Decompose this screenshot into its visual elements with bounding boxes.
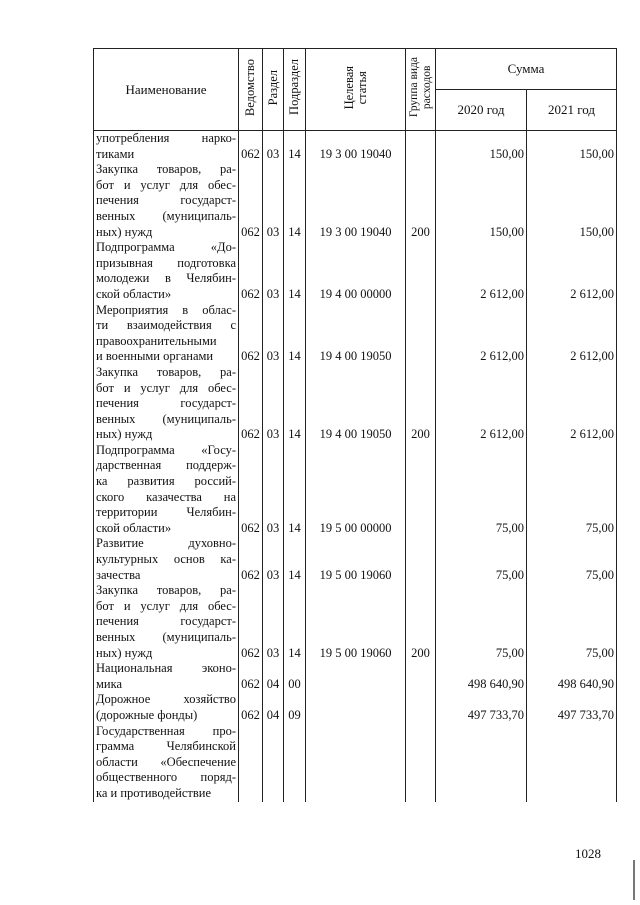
header-summa: Сумма [436, 49, 617, 90]
row-name-line: мика [96, 676, 123, 691]
row-sum-2020: 497 733,70 [436, 692, 527, 723]
row-sum-2021: 75,00 [527, 583, 617, 661]
row-sum-2021: 150,00 [527, 162, 617, 240]
row-vid-rashodov [406, 724, 436, 802]
row-celevaya-statya: 19 4 00 19050 [306, 365, 406, 443]
row-name-line: Национальная эконо- [96, 661, 236, 676]
row-sum-2020: 75,00 [436, 536, 527, 583]
row-name-line: ти взаимодействия с [96, 318, 236, 333]
row-razdel: 03 [263, 583, 284, 661]
row-celevaya-statya: 19 3 00 19040 [306, 131, 406, 163]
row-celevaya-statya [306, 724, 406, 802]
row-vid-rashodov [406, 131, 436, 163]
row-vedomstvo: 062 [239, 303, 263, 365]
row-vedomstvo: 062 [239, 365, 263, 443]
row-name [94, 162, 239, 240]
row-vid-rashodov [406, 303, 436, 365]
header-celevaya-statya: Целевая статья [306, 49, 406, 131]
row-celevaya-statya [306, 661, 406, 692]
row-name-line: венных (муниципаль- [96, 630, 236, 644]
row-name-line: ка развития россий- [96, 474, 236, 489]
row-vedomstvo: 062 [239, 443, 263, 537]
row-podrazdel [284, 724, 306, 802]
row-razdel: 03 [263, 365, 284, 443]
table-row [94, 162, 617, 240]
row-vedomstvo: 062 [239, 240, 263, 302]
row-sum-2021: 75,00 [527, 443, 617, 537]
row-name [94, 303, 239, 365]
row-name [94, 443, 239, 537]
row-vedomstvo: 062 [239, 583, 263, 661]
table-row [94, 443, 617, 537]
row-name-line: ского казачества на [96, 489, 236, 504]
row-podrazdel: 14 [284, 162, 306, 240]
row-vid-rashodov [406, 661, 436, 692]
row-celevaya-statya: 19 3 00 19040 [306, 162, 406, 240]
table-row [94, 724, 617, 802]
row-vedomstvo [239, 724, 263, 802]
row-razdel [263, 724, 284, 802]
row-vid-rashodov: 200 [406, 365, 436, 443]
row-sum-2021: 2 612,00 [527, 365, 617, 443]
row-razdel: 03 [263, 303, 284, 365]
row-name-line: Подпрограмма «Госу- [96, 442, 236, 457]
row-name-line: Развитие духовно- [96, 536, 236, 551]
row-name [94, 131, 239, 163]
row-name-line: грамма Челябинской [96, 739, 236, 754]
row-name-line: культурных основ ка- [96, 552, 236, 567]
row-name-line: бот и услуг для обес- [96, 598, 236, 613]
header-year-2020: 2020 год [436, 90, 527, 131]
row-name-line: (дорожные фонды) [96, 707, 198, 722]
row-celevaya-statya [306, 692, 406, 723]
row-name-line: печения государст- [96, 614, 236, 629]
page-number: 1028 [575, 846, 601, 861]
row-podrazdel: 09 [284, 692, 306, 723]
row-name-line: ных) нужд [96, 645, 153, 660]
row-sum-2021: 498 640,90 [527, 661, 617, 692]
header-podrazdel: Подраздел [284, 49, 306, 131]
row-sum-2020: 75,00 [436, 583, 527, 661]
row-sum-2020: 150,00 [436, 162, 527, 240]
row-name-line: ных) нужд [96, 427, 153, 442]
row-name-line: Закупка товаров, ра- [96, 162, 236, 177]
row-name-line: Подпрограмма «До- [96, 240, 236, 255]
row-sum-2021: 150,00 [527, 131, 617, 163]
table-row [94, 131, 617, 163]
row-name-line: призывная подготовка [96, 255, 236, 270]
budget-table [93, 48, 617, 802]
row-vedomstvo: 062 [239, 536, 263, 583]
row-celevaya-statya: 19 4 00 19050 [306, 303, 406, 365]
row-name-line: Дорожное хозяйство [96, 692, 236, 707]
row-name-line: Закупка товаров, ра- [96, 364, 236, 379]
row-name-line: области «Обеспечение [96, 754, 236, 769]
row-celevaya-statya: 19 5 00 19060 [306, 536, 406, 583]
row-celevaya-statya: 19 5 00 19060 [306, 583, 406, 661]
row-sum-2020 [436, 724, 527, 802]
row-sum-2021: 75,00 [527, 536, 617, 583]
row-vid-rashodov: 200 [406, 583, 436, 661]
row-name-line: дарственная поддерж- [96, 458, 236, 473]
header-razdel: Раздел [263, 49, 284, 131]
row-podrazdel: 14 [284, 365, 306, 443]
row-sum-2020: 150,00 [436, 131, 527, 163]
row-name [94, 365, 239, 443]
row-name-line: бот и услуг для обес- [96, 380, 236, 395]
row-razdel: 03 [263, 536, 284, 583]
row-name-line: ных) нужд [96, 224, 153, 239]
row-name-line: зачества [96, 567, 141, 582]
row-name-line: территории Челябин- [96, 505, 236, 520]
row-sum-2020: 2 612,00 [436, 303, 527, 365]
row-name [94, 724, 239, 802]
row-sum-2020: 75,00 [436, 443, 527, 537]
header-vedomstvo: Ведомство [239, 49, 263, 131]
table-row [94, 692, 617, 723]
row-celevaya-statya: 19 5 00 00000 [306, 443, 406, 537]
row-razdel: 03 [263, 162, 284, 240]
row-podrazdel: 14 [284, 443, 306, 537]
table-row [94, 536, 617, 583]
row-sum-2021: 2 612,00 [527, 240, 617, 302]
row-podrazdel: 14 [284, 131, 306, 163]
table-row [94, 365, 617, 443]
row-name-line: ка и противодействие [96, 785, 212, 800]
row-sum-2020: 2 612,00 [436, 240, 527, 302]
row-podrazdel: 14 [284, 536, 306, 583]
row-name-line: венных (муниципаль- [96, 411, 236, 426]
row-name-line: печения государст- [96, 396, 236, 411]
row-vedomstvo: 062 [239, 661, 263, 692]
row-name-line: тиками [96, 146, 135, 161]
row-name-line: ской области» [96, 520, 172, 535]
row-vid-rashodov [406, 536, 436, 583]
row-vid-rashodov [406, 443, 436, 537]
row-podrazdel: 14 [284, 240, 306, 302]
row-name-line: употребления нарко- [96, 131, 236, 145]
row-name-line: молодежи в Челябин- [96, 271, 236, 286]
header-year-2021: 2021 год [527, 90, 617, 131]
table-row [94, 303, 617, 365]
row-sum-2020: 2 612,00 [436, 365, 527, 443]
table-body [94, 131, 617, 802]
header-gruppa-vida-rashodov: Группа вида расходов [406, 49, 436, 131]
row-name [94, 692, 239, 723]
row-name [94, 536, 239, 583]
row-podrazdel: 14 [284, 303, 306, 365]
scan-edge-mark [633, 860, 635, 900]
row-celevaya-statya: 19 4 00 00000 [306, 240, 406, 302]
row-vedomstvo: 062 [239, 162, 263, 240]
row-razdel: 03 [263, 131, 284, 163]
row-name-line: Государственная про- [96, 723, 236, 738]
row-razdel: 04 [263, 692, 284, 723]
row-name-line: бот и услуг для обес- [96, 177, 236, 192]
row-name [94, 240, 239, 302]
row-razdel: 03 [263, 443, 284, 537]
row-podrazdel: 00 [284, 661, 306, 692]
row-name-line: ской области» [96, 286, 172, 301]
row-name-line: и военными органами [96, 349, 214, 364]
row-name-line: общественного поряд- [96, 770, 236, 785]
row-name-line: Мероприятия в облас- [96, 302, 236, 317]
row-name [94, 661, 239, 692]
row-name [94, 583, 239, 661]
row-podrazdel: 14 [284, 583, 306, 661]
row-razdel: 03 [263, 240, 284, 302]
row-vedomstvo: 062 [239, 692, 263, 723]
row-vid-rashodov: 200 [406, 162, 436, 240]
row-sum-2021 [527, 724, 617, 802]
row-razdel: 04 [263, 661, 284, 692]
row-name-line: печения государст- [96, 193, 236, 208]
header-name: Наименование [94, 49, 239, 131]
row-sum-2021: 2 612,00 [527, 303, 617, 365]
row-vedomstvo: 062 [239, 131, 263, 163]
row-name-line: венных (муниципаль- [96, 208, 236, 223]
row-name-line: Закупка товаров, ра- [96, 583, 236, 598]
table-row [94, 661, 617, 692]
row-sum-2021: 497 733,70 [527, 692, 617, 723]
row-vid-rashodov [406, 240, 436, 302]
row-sum-2020: 498 640,90 [436, 661, 527, 692]
table-row [94, 583, 617, 661]
table-row [94, 240, 617, 302]
row-vid-rashodov [406, 692, 436, 723]
row-name-line: правоохранительными [96, 333, 217, 348]
